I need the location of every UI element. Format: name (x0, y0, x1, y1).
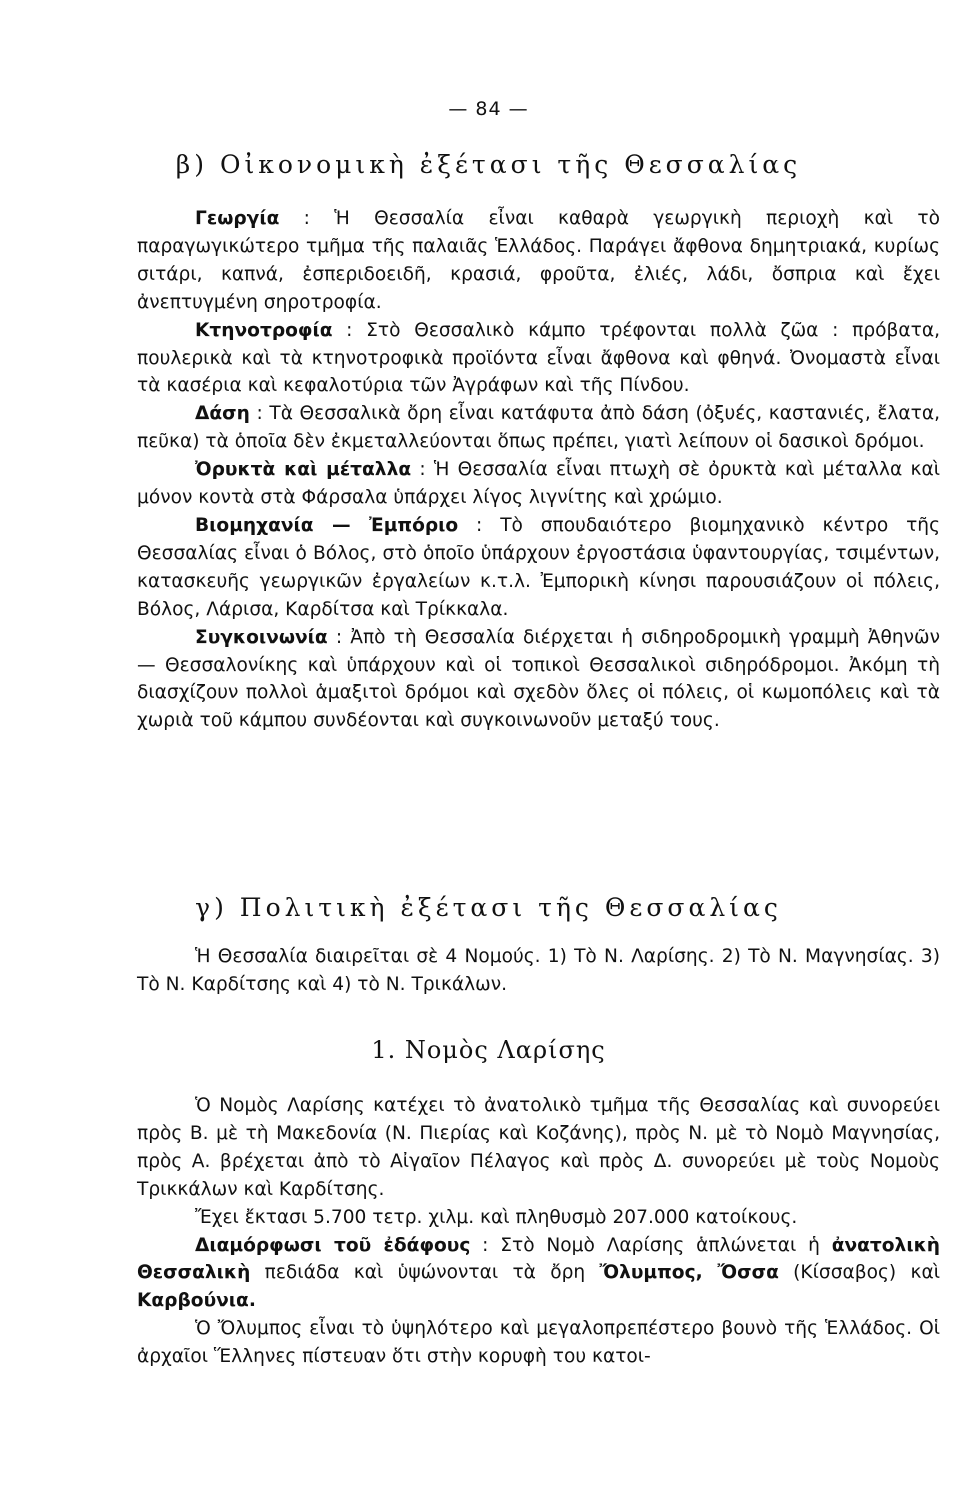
text-agriculture: Ἡ Θεσσαλία εἶναι καθαρὰ γεωργικὴ περιοχὴ καὶ τὸ παραγωγικώτερο τμῆμα τῆς παλαιᾶς Ἑλλάδος. Παράγει ἄφθονα δημητριακά, κυρίως σιτάρι, καπνά, ἐσπεριδοειδῆ, κρασιά, φροῦτα, ἐλιές, λάδι, ὄσπρια καὶ ἔχει ἀνεπτυγμένη σηροτροφία. (137, 208, 940, 313)
paragraph-livestock: Κτηνοτροφία : Στὸ Θεσσαλικὸ κάμπο τρέφονται πολλὰ ζῶα : πρόβατα, πουλερικὰ καὶ τὰ κτηνοτροφικὰ προϊόντα εἶναι ἄφθονα καὶ φθηνά. Ὀνομαστὰ εἶναι τὰ κασέρια καὶ κεφαλοτύρια τῶν Ἀγράφων καὶ τῆς Πίνδου. (137, 319, 940, 397)
paragraph-minerals: Ὀρυκτὰ καὶ μέταλλα : Ἡ Θεσσαλία εἶναι πτωχὴ σὲ ὀρυκτὰ καὶ μέταλλα καὶ μόνον κοντὰ στὰ Φάρσαλα ὑπάρχει λίγος λιγνίτης καὶ χρώμιο. (137, 459, 940, 509)
paragraph-agriculture: Γεωργία : Ἡ Θεσσαλία εἶναι καθαρὰ γεωργικὴ περιοχὴ καὶ τὸ παραγωγικώτερο τμῆμα τῆς παλαιᾶς Ἑλλάδος. Παράγει ἄφθονα δημητριακά, κυρίως σιτάρι, καπνά, ἐσπεριδοειδῆ, κρασιά, φροῦτα, ἐλιές, λάδι, ὄσπρια καὶ ἔχει ἀνεπτυγμένη σηροτροφία. (137, 208, 940, 313)
text-transport: Ἀπὸ τὴ Θεσσαλία διέρχεται ἡ σιδηροδρομικὴ γραμμὴ Ἀθηνῶν — Θεσσαλονίκης καὶ ὑπάρχουν καὶ οἱ τοπικοὶ Θεσσαλικοὶ σιδηρόδρομοι. Ἀκόμη τὴ διασχίζουν πολλοὶ ἁμαξιτοὶ δρόμοι καὶ σχεδὸν ὅλες οἱ πόλεις, οἱ κωμοπόλεις καὶ τὰ χωριὰ τοῦ κάμπου συνδέονται καὶ συγκοινωνοῦν μεταξύ τους. (137, 626, 940, 732)
term-livestock: Κτηνοτροφία (195, 319, 333, 341)
section-heading-economic: β) Οἰκονομικὴ ἐξέτασι τῆς Θεσσαλίας (175, 150, 802, 179)
paragraph-larisa-terrain: Διαμόρφωσι τοῦ ἐδάφους : Στὸ Νομὸ Λαρίσης ἁπλώνεται ἡ ἀνατολικὴ Θεσσαλικὴ πεδιάδα καὶ ὑψώνονται τὰ ὄρη Ὄλυμπος, Ὄσσα (Κίσσαβος) καὶ Καρβούνια. (137, 1234, 941, 1312)
political-section-body (137, 943, 940, 999)
section-heading-political: γ) Πολιτικὴ ἐξέτασι τῆς Θεσσαλίας (195, 893, 782, 922)
term-agriculture: Γεωργία (195, 208, 280, 229)
term-industry: Βιομηχανία — Ἐμπόριο (195, 514, 459, 536)
paragraph-forests: Δάση : Τὰ Θεσσαλικὰ ὄρη εἶναι κατάφυτα ἀπὸ δάση (ὀξυές, καστανιές, ἔλατα, πεῦκα) τὰ ὁποῖα δὲν ἐκμεταλλεύονται ὅπως πρέπει, γιατὶ λείπουν οἱ δασικοὶ δρόμοι. (137, 403, 940, 453)
text-forests: Τὰ Θεσσαλικὰ ὄρη εἶναι κατάφυτα ἀπὸ δάση (ὀξυές, καστανιές, ἔλατα, πεῦκα) τὰ ὁποῖα δὲν ἐκμεταλλεύονται ὅπως πρέπει, γιατὶ λείπουν οἱ δασικοὶ δρόμοι. (137, 403, 940, 453)
term-terrain: Διαμόρφωσι τοῦ ἐδάφους (195, 1234, 471, 1256)
text-industry: Τὸ σπουδαιότερο βιομηχανικὸ κέντρο τῆς Θεσσαλίας εἶναι ὁ Βόλος, στὸ ὁποῖο ὑπάρχουν ἐργοστάσια ὑφαντουργίας, τσιμέντων, κατασκευῆς γεωργικῶν ἐργαλείων κ.τ.λ. Ἐμπορικὴ κίνησι παρουσιάζουν οἱ πόλεις, Βόλος, Λάρισα, Καρδίτσα καὶ Τρίκκαλα. (137, 514, 940, 620)
larisa-section-body (137, 1092, 940, 1371)
section-heading-larisa: 1. Νομὸς Λαρίσης (371, 1036, 606, 1064)
text-livestock: Στὸ Θεσσαλικὸ κάμπο τρέφονται πολλὰ ζῶα : πρόβατα, πουλερικὰ καὶ τὰ κτηνοτροφικὰ προϊόντα εἶναι ἄφθονα καὶ φθηνά. Ὀνομαστὰ εἶναι τὰ κασέρια καὶ κεφαλοτύρια τῶν Ἀγράφων καὶ τῆς Πίνδου. (137, 319, 940, 397)
term-forests: Δάση (195, 403, 250, 425)
text-minerals: Ἡ Θεσσαλία εἶναι πτωχὴ σὲ ὀρυκτὰ καὶ μέταλλα καὶ μόνον κοντὰ στὰ Φάρσαλα ὑπάρχει λίγος λιγνίτης καὶ χρώμιο. (137, 459, 940, 509)
paragraph-transport: Συγκοινωνία : Ἀπὸ τὴ Θεσσαλία διέρχεται ἡ σιδηροδρομικὴ γραμμὴ Ἀθηνῶν — Θεσσαλονίκης καὶ ὑπάρχουν καὶ οἱ τοπικοὶ Θεσσαλικοὶ σιδηρόδρομοι. Ἀκόμη τὴ διασχίζουν πολλοὶ ἁμαξιτοὶ δρόμοι καὶ σχεδὸν ὅλες οἱ πόλεις, οἱ κωμοπόλεις καὶ τὰ χωριὰ τοῦ κάμπου συνδέονται καὶ συγκοινωνοῦν μεταξύ τους. (137, 626, 940, 732)
paragraph-larisa-area: Ἔχει ἔκτασι 5.700 τετρ. χιλμ. καὶ πληθυσμὸ 207.000 κατοίκους. (195, 1206, 798, 1228)
term-transport: Συγκοινωνία (195, 626, 328, 648)
term-minerals: Ὀρυκτὰ καὶ μέταλλα (195, 459, 412, 481)
paragraph-olympus: Ὁ Ὄλυμπος εἶναι τὸ ὑψηλότερο καὶ μεγαλοπρεπέστερο βουνὸ τῆς Ἑλλάδος. Οἱ ἀρχαῖοι Ἕλληνες πίστευαν ὅτι στὴν κορυφὴ του κατοι- (137, 1318, 940, 1368)
paragraph-industry: Βιομηχανία — Ἐμπόριο : Τὸ σπουδαιότερο βιομηχανικὸ κέντρο τῆς Θεσσαλίας εἶναι ὁ Βόλος, στὸ ὁποῖο ὑπάρχουν ἐργοστάσια ὑφαντουργίας, τσιμέντων, κατασκευῆς γεωργικῶν ἐργαλείων κ.τ.λ. Ἐμπορικὴ κίνησι παρουσιάζουν οἱ πόλεις, Βόλος, Λάρισα, Καρδίτσα καὶ Τρίκκαλα. (137, 514, 940, 620)
paragraph-prefectures: Ἡ Θεσσαλία διαιρεῖται σὲ 4 Νομούς. 1) Τὸ Ν. Λαρίσης. 2) Τὸ Ν. Μαγνησίας. 3) Τὸ Ν. Καρδίτσης καὶ 4) τὸ Ν. Τρικάλων. (137, 946, 940, 995)
paragraph-larisa-borders: Ὁ Νομὸς Λαρίσης κατέχει τὸ ἀνατολικὸ τμῆμα τῆς Θεσσαλίας καὶ συνορεύει πρὸς Β. μὲ τὴ Μακεδονία (Ν. Πιερίας καὶ Κοζάνης), πρὸς Ν. μὲ τὸ Νομὸ Μαγνησίας, πρὸς Α. βρέχεται ἀπὸ τὸ Αἰγαῖον Πέλαγος καὶ πρὸς Δ. συνορεύει μὲ τοὺς Νομοὺς Τρικκάλων καὶ Καρδίτσης. (137, 1095, 940, 1200)
page-number: — 84 — (448, 98, 529, 120)
economic-section-body (137, 205, 940, 735)
